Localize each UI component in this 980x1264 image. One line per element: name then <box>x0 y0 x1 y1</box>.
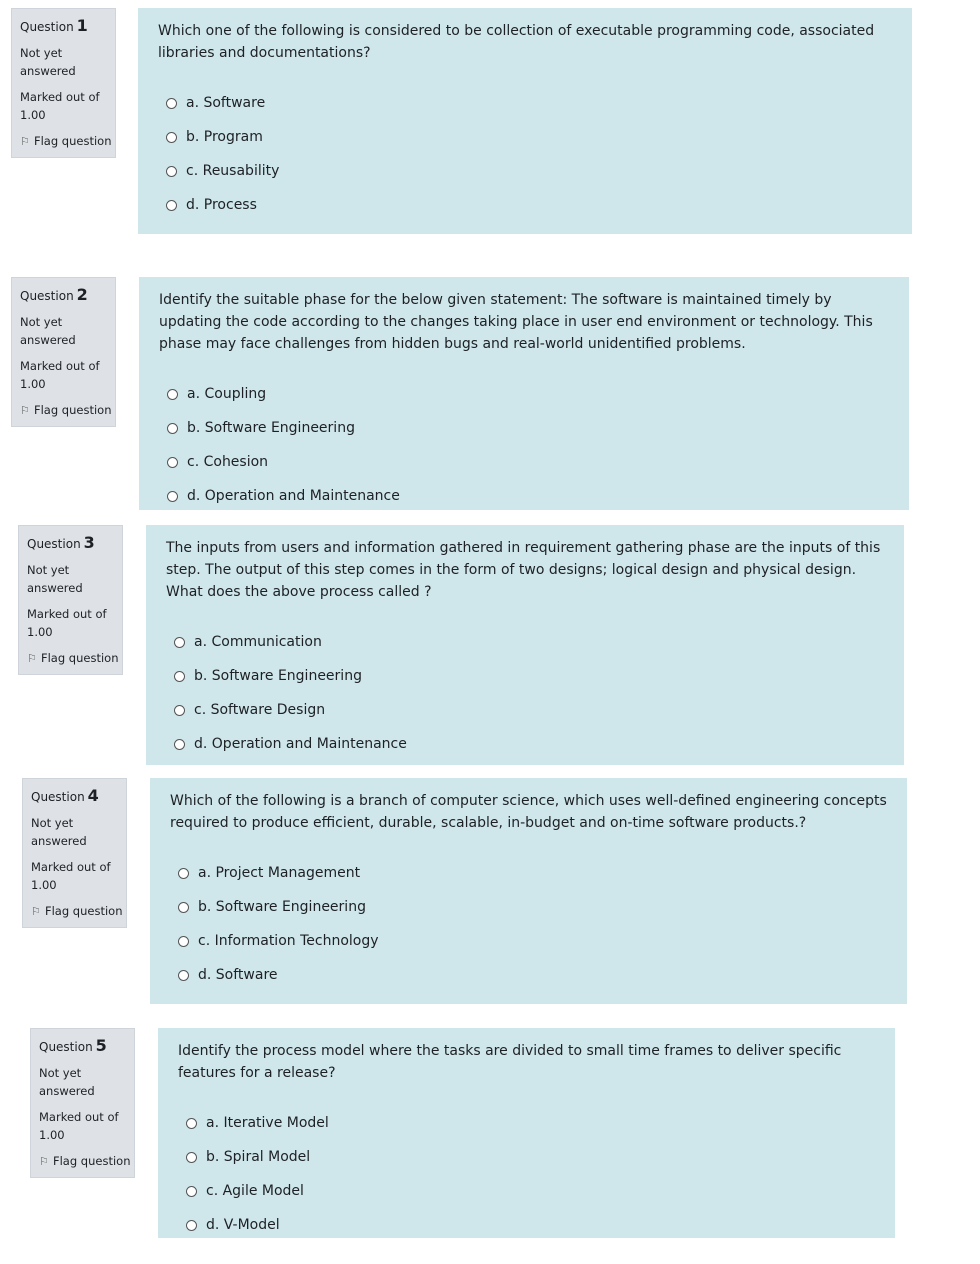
radio-button[interactable] <box>186 1186 197 1197</box>
answer-option[interactable]: a. Communication <box>174 625 884 659</box>
question-info <box>11 8 116 158</box>
question-number: Question 5 <box>39 1036 107 1055</box>
radio-button[interactable] <box>167 423 178 434</box>
question-state: Not yet answered <box>20 315 76 347</box>
answer-option[interactable]: a. Project Management <box>178 856 887 890</box>
answer-option[interactable]: c. Software Design <box>174 693 884 727</box>
answer-option[interactable]: b. Software Engineering <box>167 411 889 445</box>
question-content <box>146 525 904 765</box>
question-text: Identify the process model where the tasks are divided to small time frames to deliver specific features for a release? <box>178 1043 842 1081</box>
radio-button[interactable] <box>167 457 178 468</box>
question-content <box>138 8 912 234</box>
question-grade: Marked out of 1.00 <box>31 860 111 892</box>
radio-button[interactable] <box>174 637 185 648</box>
flag-icon: ⚐ <box>31 905 41 918</box>
radio-button[interactable] <box>186 1152 197 1163</box>
question-state: Not yet answered <box>31 816 87 848</box>
question-grade: Marked out of 1.00 <box>39 1110 119 1142</box>
radio-button[interactable] <box>174 705 185 716</box>
question-text: Identify the suitable phase for the below given statement: The software is maintained timely by updating the code according to the changes taking place in user end environment or technology. This phase may face challenges from hidden bugs and real-world unidentified problems. <box>159 292 873 352</box>
radio-button[interactable] <box>186 1118 197 1129</box>
answer-option[interactable]: d. Operation and Maintenance <box>167 479 889 513</box>
radio-button[interactable] <box>174 739 185 750</box>
answer-options <box>158 86 892 222</box>
question-grade: Marked out of 1.00 <box>20 359 100 391</box>
radio-button[interactable] <box>178 936 189 947</box>
flag-icon: ⚐ <box>20 404 30 417</box>
question-content <box>158 1028 895 1238</box>
flag-question-button[interactable]: ⚐ Flag question <box>27 649 114 668</box>
answer-option[interactable]: b. Software Engineering <box>174 659 884 693</box>
radio-button[interactable] <box>186 1220 197 1231</box>
question-info <box>30 1028 135 1178</box>
radio-button[interactable] <box>178 868 189 879</box>
answer-option[interactable]: c. Reusability <box>166 154 892 188</box>
question-number: Question 1 <box>20 16 88 35</box>
radio-button[interactable] <box>167 491 178 502</box>
question-state: Not yet answered <box>20 46 76 78</box>
question-text: Which one of the following is considered to be collection of executable programming code, associated libraries and documentations? <box>158 23 875 61</box>
answer-option[interactable]: c. Information Technology <box>178 924 887 958</box>
radio-button[interactable] <box>166 98 177 109</box>
answer-option[interactable]: a. Software <box>166 86 892 120</box>
flag-icon: ⚐ <box>27 652 37 665</box>
radio-button[interactable] <box>166 132 177 143</box>
answer-options <box>166 625 884 761</box>
answer-option[interactable]: c. Agile Model <box>186 1174 875 1208</box>
flag-icon: ⚐ <box>20 135 30 148</box>
answer-options <box>178 1106 875 1242</box>
answer-option[interactable]: a. Coupling <box>167 377 889 411</box>
radio-button[interactable] <box>174 671 185 682</box>
flag-question-button[interactable]: ⚐ Flag question <box>31 902 118 921</box>
flag-question-button[interactable]: ⚐ Flag question <box>20 401 107 420</box>
answer-options <box>170 856 887 992</box>
answer-option[interactable]: d. Process <box>166 188 892 222</box>
answer-option[interactable]: a. Iterative Model <box>186 1106 875 1140</box>
question-number: Question 4 <box>31 786 99 805</box>
answer-option[interactable]: b. Program <box>166 120 892 154</box>
flag-question-button[interactable]: ⚐ Flag question <box>39 1152 126 1171</box>
radio-button[interactable] <box>166 200 177 211</box>
question-number: Question 2 <box>20 285 88 304</box>
question-info <box>18 525 123 675</box>
question-content <box>150 778 907 1004</box>
question-info <box>11 277 116 427</box>
answer-options <box>159 377 889 513</box>
question-grade: Marked out of 1.00 <box>20 90 100 122</box>
question-info <box>22 778 127 928</box>
question-state: Not yet answered <box>27 563 83 595</box>
answer-option[interactable]: b. Spiral Model <box>186 1140 875 1174</box>
answer-option[interactable]: d. Software <box>178 958 887 992</box>
question-grade: Marked out of 1.00 <box>27 607 107 639</box>
question-state: Not yet answered <box>39 1066 95 1098</box>
radio-button[interactable] <box>178 902 189 913</box>
radio-button[interactable] <box>166 166 177 177</box>
radio-button[interactable] <box>178 970 189 981</box>
question-number: Question 3 <box>27 533 95 552</box>
question-text: Which of the following is a branch of computer science, which uses well-defined engineering concepts required to produce efficient, durable, scalable, in-budget and on-time software products.? <box>170 793 887 831</box>
question-text: The inputs from users and information gathered in requirement gathering phase are the inputs of this step. The output of this step comes in the form of two designs; logical design and physical design. What does the above process called ? <box>166 540 881 600</box>
question-content <box>139 277 909 510</box>
flag-question-button[interactable]: ⚐ Flag question <box>20 132 107 151</box>
answer-option[interactable]: c. Cohesion <box>167 445 889 479</box>
answer-option[interactable]: d. V-Model <box>186 1208 875 1242</box>
answer-option[interactable]: b. Software Engineering <box>178 890 887 924</box>
answer-option[interactable]: d. Operation and Maintenance <box>174 727 884 761</box>
radio-button[interactable] <box>167 389 178 400</box>
flag-icon: ⚐ <box>39 1155 49 1168</box>
